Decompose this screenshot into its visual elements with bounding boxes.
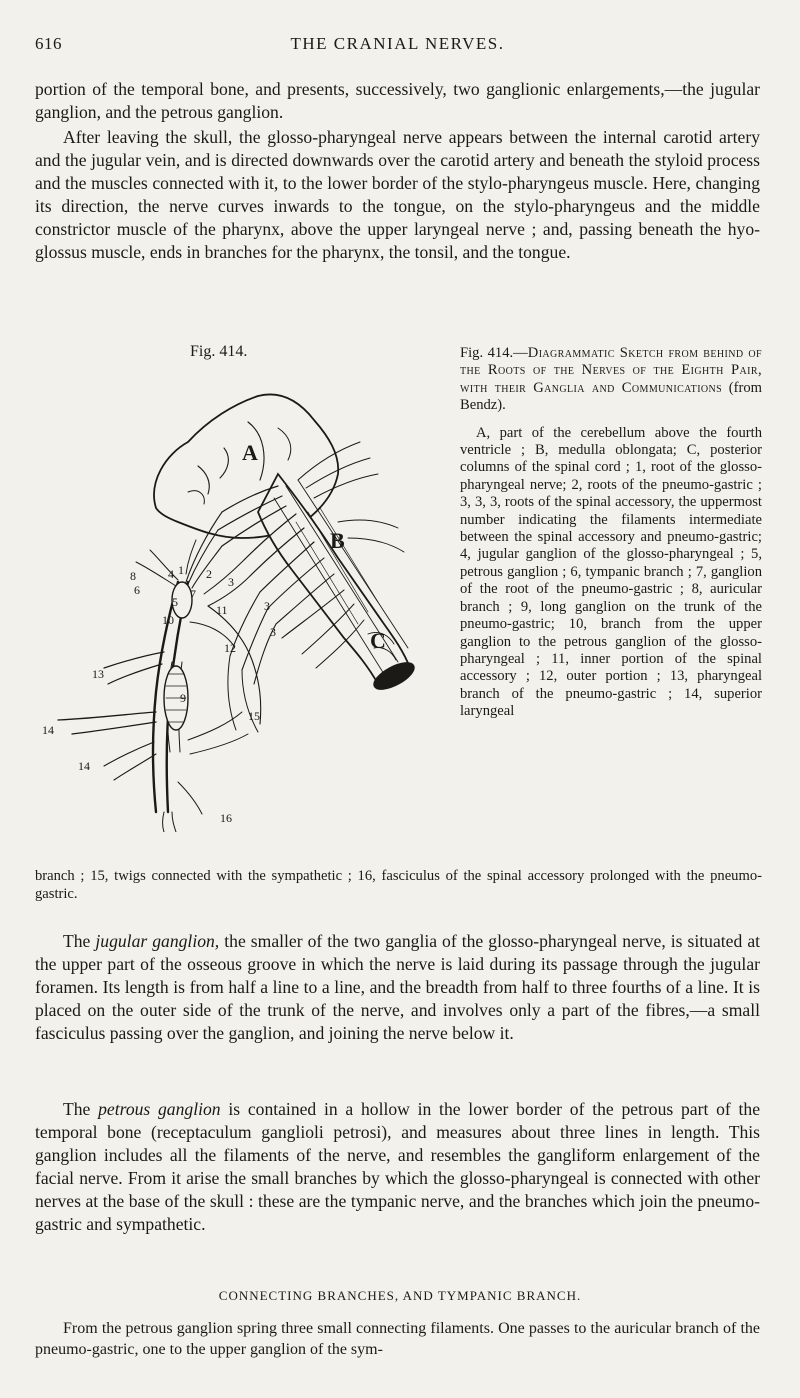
term-jugular-ganglion: jugular ganglion, [95,931,220,951]
paragraph-petrous-pre: The [63,1099,91,1119]
figure-label-5: 5 [172,595,178,609]
page-header [35,34,760,58]
figure-label-9: 9 [180,691,186,705]
figure-label-14a: 14 [42,723,54,737]
figure-label-C: C [370,628,386,653]
caption-title-suffix: (from Bendz). [460,379,762,414]
figure-label-3c: 3 [270,625,276,639]
figure-label-11: 11 [216,603,228,617]
figure-label-13: 13 [92,667,104,681]
paragraph-petrous-ganglion [35,1098,760,1236]
caption-title-prefix: Fig. 414.— [460,345,528,361]
paragraph-temporal-bone: portion of the temporal bone, and presents, successively, two ganglionic enlargements,—the jugular ganglion, and the petrous ganglion. [35,79,760,122]
figure-label-B: B [330,528,345,553]
figure-label-12: 12 [224,641,236,655]
figure-label-4: 4 [168,567,174,581]
figure-label-1: 1 [178,563,184,577]
caption-continuation: branch ; 15, twigs connected with the sympathetic ; 16, fasciculus of the spinal accessory prolonged with the pneumo-gastric. [35,868,762,902]
figure-label-2: 2 [206,567,212,581]
figure-label-3b: 3 [264,599,270,613]
paragraph-jugular-ganglion [35,930,760,1045]
figure-label-6: 6 [134,583,140,597]
paragraph-connecting-filaments: From the petrous ganglion spring three small connecting filaments. One passes to the auricular branch of the pneumo-gastric, one to the upper ganglion of the sym- [35,1320,760,1358]
figure-label-7: 7 [190,587,196,601]
page-number: 616 [35,34,62,53]
paragraph-course-of-nerve: After leaving the skull, the glosso-pharyngeal nerve appears between the internal carotid artery and the jugular vein, and is directed downwards over the carotid artery and beneath the styloid process and the muscles connected with it, to the lower border of the stylo-pharyngeus muscle. Here, changing its direction, the nerve curves inwards to the tongue, on the stylo-pharyngeus and the middle constrictor muscle of the pharynx, above the upper laryngeal nerve ; and, passing beneath the hyo-glossus muscle, ends in branches for the pharynx, the tonsil, and the tongue. [35,127,760,262]
figure-label-A: A [242,440,258,465]
term-petrous-ganglion: petrous ganglion [98,1099,221,1119]
figure-label-14b: 14 [78,759,90,773]
paragraph-jugular-pre: The [63,931,91,951]
figure-label-8: 8 [130,569,136,583]
figure-label: Fig. 414. [190,343,248,360]
nerve-sketch-drawing [38,362,458,832]
figure-nerve-sketch [38,362,458,832]
figure-label-16: 16 [220,811,232,825]
caption-body: A, part of the cerebellum above the fourth ventricle ; B, medulla oblongata; C, posterior columns of the spinal cord ; 1, root of the glosso-pharyngeal nerve; 2, roots of the pneumo-gastric ; 3, 3, 3, roots of the spinal accessory, the uppermost number indicating the filaments intermediate between the spinal accessory and pneumo-gastric; 4, jugular ganglion of the glosso-pharyngeal ; 5, petrous ganglion ; 6, tympanic branch ; 7, ganglion of the root of the pneumo-gastric ; 8, auricular branch ; 9, long ganglion on the trunk of the pneumo-gastric; 10, branch from the upper ganglion to the petrous ganglion of the glosso-pharyngeal ; 11, inner portion of the spinal accessory ; 12, outer portion ; 13, pharyngeal branch of the pneumo-gastric ; 14, superior laryngeal [460,424,762,720]
figure-label-10: 10 [162,613,174,627]
figure-label-3a: 3 [228,575,234,589]
running-title: THE CRANIAL NERVES. [290,34,505,53]
caption-title-smallcaps: Diagrammatic Sketch from behind of the Roots of the Nerves of the Eighth Pair, with their Ganglia and Communications [460,345,762,396]
figure-label-15: 15 [248,709,260,723]
caption-title [460,345,762,415]
paragraph-petrous-post: is contained in a hollow in the lower border of the petrous part of the temporal bone (receptaculum ganglioli petrosi), and measures about three lines in length. This ganglion includes all the filaments of the nerve, and resembles the gangliform enlargement of the facial nerve. From it arise the small branches by which the glosso-pharyngeal is connected with other nerves at the base of the skull : these are the tympanic nerve, and the branches which join the pneumo-gastric and sympathetic. [35,1099,761,1234]
figure-caption [460,345,762,721]
section-heading: CONNECTING BRANCHES, AND TYMPANIC BRANCH. [218,1288,582,1303]
paragraph-jugular-post: the smaller of the two ganglia of the glosso-pharyngeal nerve, is situated at the upper part of the osseous groove in which the nerve is laid during its passage through the jugular foramen. Its length is from half a line to a line, and the breadth from half to three fourths of a line. It is placed on the outer side of the trunk of the nerve, and involves only a part of the fibres,—a small fasciculus passing over the ganglion, and joining the nerve below it. [35,931,761,1043]
